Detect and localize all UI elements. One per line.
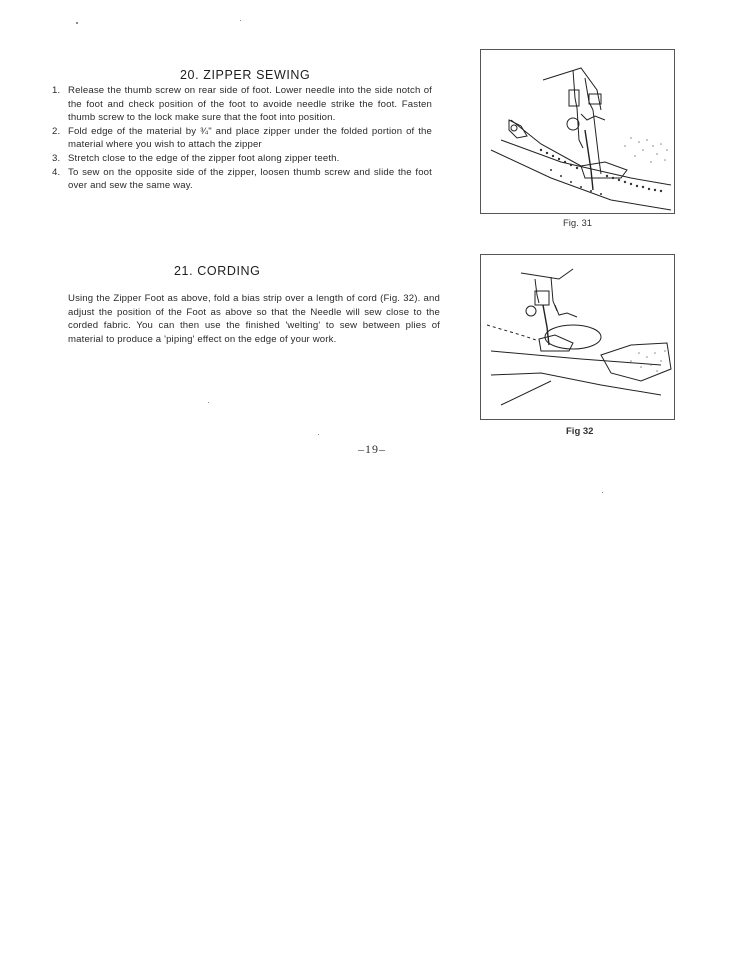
figure-32-frame — [480, 254, 675, 420]
scan-speck — [76, 22, 78, 24]
scan-speck — [240, 20, 241, 21]
list-item — [52, 125, 432, 152]
step-number: 4. — [52, 166, 61, 178]
section-20-title: 20. ZIPPER SEWING — [180, 68, 311, 82]
scan-speck — [318, 434, 319, 435]
scan-speck — [602, 492, 603, 493]
list-item — [52, 166, 432, 193]
figure-32-caption: Fig 32 — [566, 426, 594, 437]
page-number: –19– — [358, 442, 386, 456]
cording-foot-illustration — [481, 255, 674, 419]
list-item — [52, 84, 432, 125]
section-21-title: 21. CORDING — [174, 264, 261, 278]
zipper-foot-illustration — [481, 50, 674, 213]
figure-31-caption: Fig. 31 — [563, 218, 593, 229]
list-item — [52, 152, 432, 166]
scan-speck — [208, 402, 209, 403]
figure-31-frame — [480, 49, 675, 214]
step-text: Fold edge of the material by ¾" and place zipper under the folded portion of the material where you wish to attach the zipper — [68, 125, 432, 151]
step-number: 2. — [52, 125, 61, 137]
step-text: Stretch close to the edge of the zipper foot along zipper teeth. — [68, 152, 340, 164]
step-number: 3. — [52, 152, 61, 164]
step-number: 1. — [52, 85, 61, 96]
step-text: To sew on the opposite side of the zipper, loosen thumb screw and slide the foot over and sew the same way. — [68, 166, 432, 192]
zipper-steps-list — [52, 84, 432, 193]
step-text: Release the thumb screw on rear side of foot. Lower needle into the side notch of the foot and check position of the foot to avoide needle strike the foot. Fasten thumb screw to the lock make sure that the foot into position. — [68, 85, 432, 124]
cording-paragraph: Using the Zipper Foot as above, fold a bias strip over a length of cord (Fig. 32). and adjust the position of the Foot as above so that the Needle will sew close to the corded fabric. You can then use the finished 'welting' to sew between plies of material to produce a 'piping' effect on the edge of your work. — [68, 293, 440, 345]
